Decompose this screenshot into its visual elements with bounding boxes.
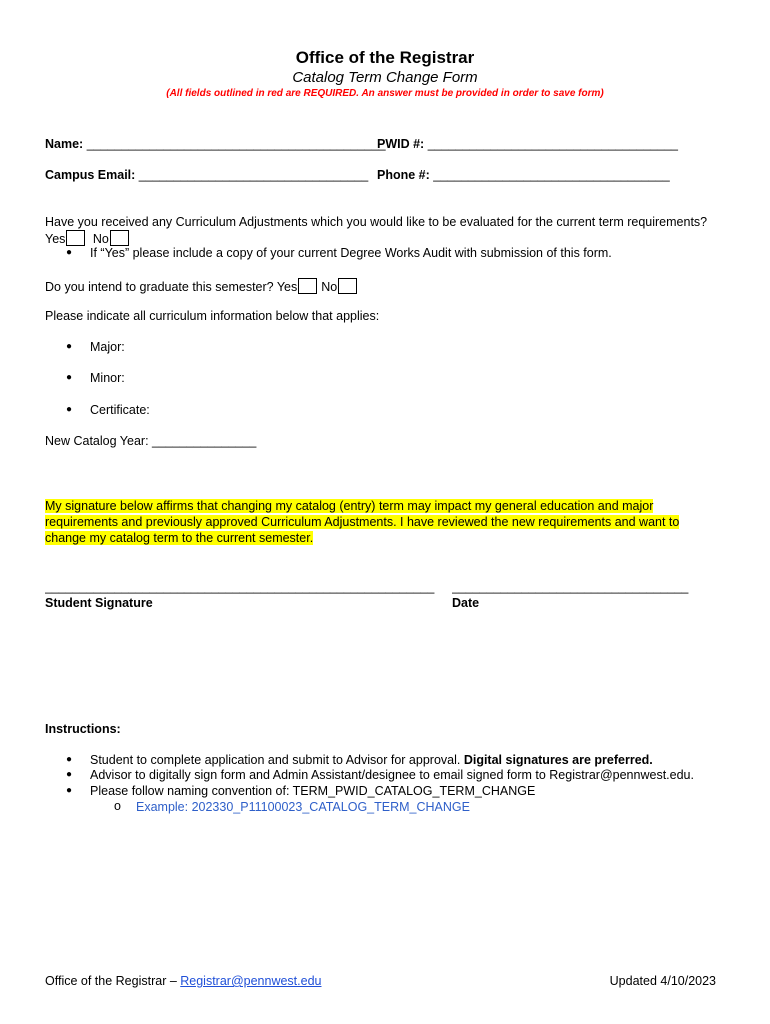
adjustments-answer-row: [45, 230, 133, 246]
name-field[interactable]: [45, 137, 386, 151]
footer-updated: Updated 4/10/2023: [609, 974, 716, 988]
required-note: (All fields outlined in red are REQUIRED. An answer must be provided in order to save form): [166, 88, 604, 99]
pwid-label: PWID #:: [377, 137, 425, 151]
bullet-icon: ●: [66, 769, 73, 780]
date-label: Date: [452, 596, 480, 610]
form-subtitle: Catalog Term Change Form: [292, 69, 478, 86]
graduate-question: Do you intend to graduate this semester? Yes: [45, 280, 298, 294]
phone-line: __________________________________: [433, 168, 670, 182]
minor-field[interactable]: Minor:: [90, 371, 125, 385]
name-label: Name:: [45, 137, 84, 151]
graduate-question-row: [45, 278, 361, 294]
signature-label: Student Signature: [45, 596, 153, 610]
email-label: Campus Email:: [45, 168, 136, 182]
bullet-icon: ●: [66, 372, 73, 383]
instruction-item-2: Advisor to digitally sign form and Admin Assistant/designee to email signed form to Registrar@pennwest.edu.: [90, 768, 694, 782]
bullet-icon: ●: [66, 754, 73, 765]
graduate-yes-checkbox[interactable]: [298, 278, 317, 294]
instructions-heading: Instructions:: [45, 722, 121, 736]
email-field[interactable]: [45, 168, 368, 182]
adjustments-yes-checkbox[interactable]: [66, 230, 85, 246]
no-label: No: [92, 232, 109, 246]
footer-left: [45, 974, 322, 988]
adjustments-note: If “Yes” please include a copy of your current Degree Works Audit with submission of this form.: [90, 246, 612, 260]
date-line[interactable]: __________________________________: [452, 580, 689, 594]
instruction-item-3: Please follow naming convention of: TERM_PWID_CATALOG_TERM_CHANGE: [90, 784, 536, 798]
curriculum-intro: Please indicate all curriculum information below that applies:: [45, 309, 380, 323]
pwid-line: ____________________________________: [427, 137, 678, 151]
certificate-field[interactable]: Certificate:: [90, 403, 150, 417]
bullet-icon: ●: [66, 247, 73, 258]
graduate-no-checkbox[interactable]: [338, 278, 357, 294]
adjustments-question: Have you received any Curriculum Adjustments which you would like to be evaluated for the current term requirements?: [45, 215, 708, 229]
signature-line[interactable]: ________________________________________________________: [45, 580, 435, 594]
name-line: ___________________________________________: [86, 137, 386, 151]
graduate-no-label: No: [321, 280, 338, 294]
phone-label: Phone #:: [377, 168, 430, 182]
sub-bullet-icon: o: [114, 799, 121, 813]
major-field[interactable]: Major:: [90, 340, 125, 354]
yes-label: Yes: [45, 232, 66, 246]
bullet-icon: ●: [66, 785, 73, 796]
catalog-year-field[interactable]: New Catalog Year: _______________: [45, 434, 257, 448]
bullet-icon: ●: [66, 341, 73, 352]
email-line: _________________________________: [138, 168, 369, 182]
bullet-icon: ●: [66, 404, 73, 415]
footer-office: Office of the Registrar –: [45, 974, 181, 988]
affirmation-line-1: My signature below affirms that changing my catalog (entry) term may impact my general education and major: [45, 499, 654, 513]
affirmation-line-3: change my catalog term to the current semester.: [45, 531, 314, 545]
instruction-item-1: Student to complete application and submit to Advisor for approval. Digital signatures are preferred.: [90, 753, 653, 767]
page-title: Office of the Registrar: [295, 48, 475, 67]
phone-field[interactable]: [377, 168, 670, 182]
affirmation-line-2: requirements and previously approved Curriculum Adjustments. I have reviewed the new requirements and want to: [45, 515, 680, 529]
pwid-field[interactable]: [377, 137, 678, 151]
footer-email-link[interactable]: Registrar@pennwest.edu: [180, 974, 322, 988]
naming-example: Example: 202330_P11100023_CATALOG_TERM_CHANGE: [136, 800, 470, 814]
adjustments-no-checkbox[interactable]: [110, 230, 129, 246]
